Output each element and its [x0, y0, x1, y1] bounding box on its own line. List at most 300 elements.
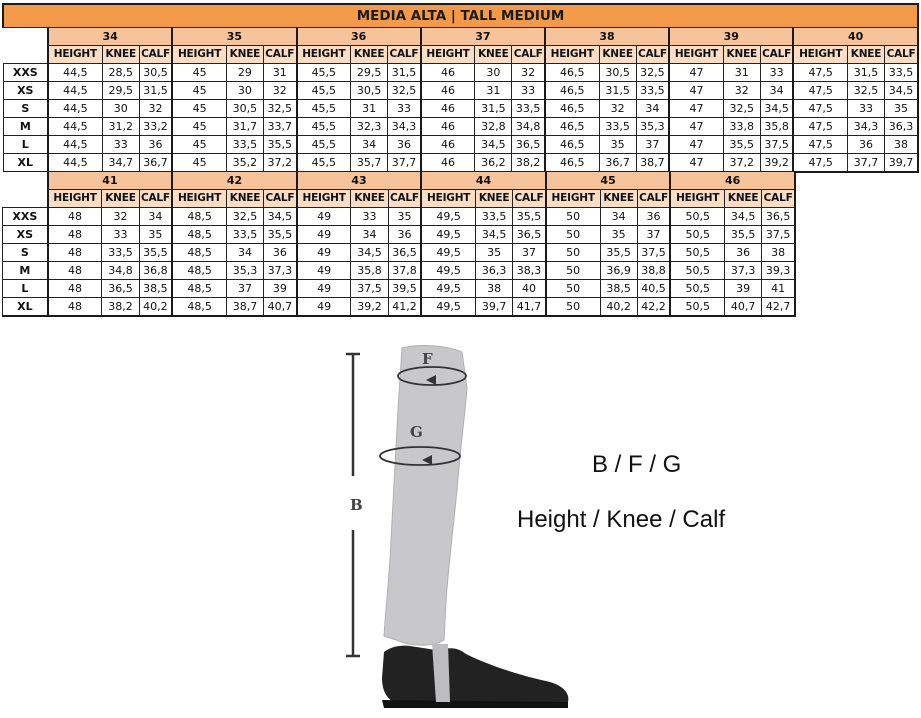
table-cell: 33,8: [723, 118, 760, 136]
table-cell: 45,5: [297, 64, 351, 82]
table-cell: 48,5: [172, 244, 226, 262]
table-cell: 37,7: [388, 154, 421, 173]
knee-measure-label: F: [422, 350, 433, 368]
size-header: 38: [545, 28, 669, 46]
table-cell: 38: [885, 136, 918, 154]
table-cell: 39,2: [760, 154, 793, 173]
table-cell: 46,5: [545, 64, 599, 82]
column-header: CALF: [885, 46, 918, 64]
column-header: KNEE: [226, 46, 263, 64]
table-cell: 32: [102, 208, 139, 226]
table-cell: 35,5: [139, 244, 172, 262]
table-cell: 32,5: [847, 82, 884, 100]
table-cell: 45,5: [297, 154, 351, 173]
table-cell: 33,5: [102, 244, 139, 262]
table-cell: 36,8: [139, 262, 172, 280]
table-cell: 36,7: [139, 154, 172, 173]
table-cell: 48: [48, 226, 102, 244]
table-cell: 32: [512, 64, 545, 82]
table-cell: 35: [388, 208, 421, 226]
column-header: CALF: [388, 46, 421, 64]
table-cell: 31: [263, 64, 296, 82]
column-header: KNEE: [847, 46, 884, 64]
table-cell: 33,2: [139, 118, 172, 136]
row-size-label: M: [3, 262, 48, 280]
table-cell: 35,5: [723, 136, 760, 154]
column-header: HEIGHT: [421, 46, 475, 64]
table-row: [3, 226, 796, 244]
table-cell: 49: [297, 262, 351, 280]
size-header: 41: [48, 172, 173, 190]
table-cell: 48: [48, 262, 102, 280]
table-cell: 47,5: [793, 64, 847, 82]
table-cell: 34: [351, 226, 388, 244]
table-cell: 29: [226, 64, 263, 82]
table-cell: 34,8: [102, 262, 139, 280]
table-cell: 32,5: [226, 208, 263, 226]
table-cell: 32: [723, 82, 760, 100]
table-cell: 30,5: [139, 64, 172, 82]
table-cell: 37: [226, 280, 263, 298]
table-cell: 39: [725, 280, 762, 298]
table-cell: 34,7: [102, 154, 139, 173]
table-row: [3, 208, 796, 226]
chart-title: MEDIA ALTA | TALL MEDIUM: [3, 4, 918, 28]
table-cell: 48: [48, 280, 102, 298]
table-cell: 38,2: [102, 298, 139, 317]
table-cell: 30: [102, 100, 139, 118]
table-cell: 44,5: [48, 82, 102, 100]
row-size-label: XL: [3, 298, 48, 317]
table-cell: 47,5: [793, 100, 847, 118]
table-cell: 46,5: [545, 100, 599, 118]
table-cell: 45: [172, 154, 226, 173]
row-size-label: L: [3, 136, 48, 154]
table-row: [3, 262, 796, 280]
table-cell: 48,5: [172, 208, 226, 226]
table-cell: 34,5: [760, 100, 793, 118]
column-header: CALF: [264, 190, 297, 208]
table-cell: 50: [546, 280, 600, 298]
table-cell: 46: [421, 100, 475, 118]
table-cell: 37,3: [725, 262, 762, 280]
column-header: HEIGHT: [48, 46, 102, 64]
table-cell: 50: [546, 298, 600, 317]
table-cell: 34,3: [847, 118, 884, 136]
table-cell: 50,5: [670, 298, 724, 317]
table-cell: 49,5: [421, 208, 475, 226]
table-cell: 35,3: [226, 262, 263, 280]
table-cell: 33,5: [599, 118, 636, 136]
table-cell: 47,5: [793, 82, 847, 100]
table-cell: 38,7: [636, 154, 669, 173]
table-cell: 36,5: [388, 244, 421, 262]
table-corner: [3, 172, 48, 208]
table-cell: 35,5: [600, 244, 637, 262]
table-cell: 33,5: [476, 208, 513, 226]
height-measure-label: B: [350, 496, 363, 514]
table-cell: 32: [263, 82, 296, 100]
table-cell: 33,5: [226, 226, 263, 244]
column-header: KNEE: [351, 46, 388, 64]
column-header: CALF: [762, 190, 795, 208]
table-cell: 39,3: [762, 262, 795, 280]
table-cell: 33: [512, 82, 545, 100]
table-cell: 50: [546, 226, 600, 244]
table-cell: 45: [172, 100, 226, 118]
table-row: [3, 64, 918, 82]
table-cell: 47: [669, 100, 723, 118]
table-cell: 41,2: [388, 298, 421, 317]
table-cell: 46: [421, 154, 475, 173]
table-row: [3, 244, 796, 262]
table-row: [3, 280, 796, 298]
table-cell: 37,5: [637, 244, 670, 262]
column-header: HEIGHT: [421, 190, 475, 208]
table-cell: 37,2: [723, 154, 760, 173]
column-header: KNEE: [725, 190, 762, 208]
row-size-label: XXS: [3, 64, 48, 82]
table-cell: 46: [421, 118, 475, 136]
table-cell: 31,5: [388, 64, 421, 82]
table-cell: 34,5: [885, 82, 918, 100]
column-header: CALF: [512, 46, 545, 64]
table-cell: 49,5: [421, 262, 475, 280]
column-header: CALF: [760, 46, 793, 64]
table-row: [3, 100, 918, 118]
table-cell: 38,5: [600, 280, 637, 298]
table-cell: 36: [725, 244, 762, 262]
table-cell: 35,5: [263, 136, 296, 154]
column-header: HEIGHT: [670, 190, 724, 208]
table-cell: 44,5: [48, 154, 102, 173]
table-cell: 39,7: [476, 298, 513, 317]
table-cell: 36,3: [885, 118, 918, 136]
size-header: 45: [546, 172, 671, 190]
table-cell: 48: [48, 298, 102, 317]
table-cell: 50,5: [670, 280, 724, 298]
table-cell: 36,7: [599, 154, 636, 173]
column-header: HEIGHT: [545, 46, 599, 64]
table-cell: 33: [760, 64, 793, 82]
table-cell: 37: [636, 136, 669, 154]
table-cell: 36: [637, 208, 670, 226]
table-cell: 40,2: [600, 298, 637, 317]
table-cell: 47: [669, 82, 723, 100]
column-header: KNEE: [599, 46, 636, 64]
row-size-label: XL: [3, 154, 48, 173]
table-cell: 37,8: [388, 262, 421, 280]
table-cell: 49,5: [421, 226, 475, 244]
table-cell: 44,5: [48, 100, 102, 118]
table-cell: 46,5: [545, 82, 599, 100]
size-header: 34: [48, 28, 172, 46]
table-cell: 32,8: [475, 118, 512, 136]
table-cell: 47: [669, 118, 723, 136]
table-cell: 36: [264, 244, 297, 262]
column-header: KNEE: [723, 46, 760, 64]
size-header: 40: [793, 28, 918, 46]
table-cell: 49,5: [421, 280, 475, 298]
table-cell: 35,5: [725, 226, 762, 244]
table-cell: 45,5: [297, 100, 351, 118]
table-cell: 37,5: [762, 226, 795, 244]
table-cell: 34: [139, 208, 172, 226]
table-cell: 29,5: [102, 82, 139, 100]
table-cell: 44,5: [48, 136, 102, 154]
table-cell: 35,8: [760, 118, 793, 136]
table-cell: 37: [637, 226, 670, 244]
table-cell: 30: [226, 82, 263, 100]
column-header: CALF: [139, 46, 172, 64]
table-cell: 35: [885, 100, 918, 118]
table-cell: 45: [172, 82, 226, 100]
table-cell: 47: [669, 154, 723, 173]
table-cell: 45: [172, 136, 226, 154]
table-cell: 50: [546, 262, 600, 280]
table-cell: 33,5: [636, 82, 669, 100]
size-header: 43: [297, 172, 422, 190]
table-cell: 45: [172, 118, 226, 136]
table-cell: 33: [102, 226, 139, 244]
table-cell: 37,5: [760, 136, 793, 154]
table-cell: 35: [476, 244, 513, 262]
table-cell: 36,5: [762, 208, 795, 226]
table-cell: 34: [760, 82, 793, 100]
table-cell: 40,5: [637, 280, 670, 298]
table-cell: 46: [421, 64, 475, 82]
table-cell: 49,5: [421, 244, 475, 262]
size-header: 42: [172, 172, 297, 190]
table-cell: 49: [297, 208, 351, 226]
table-cell: 32,3: [351, 118, 388, 136]
table-cell: 46: [421, 136, 475, 154]
table-cell: 37,5: [351, 280, 388, 298]
table-cell: 31: [351, 100, 388, 118]
table-cell: 33: [351, 208, 388, 226]
table-cell: 48,5: [172, 298, 226, 317]
table-cell: 46,5: [545, 118, 599, 136]
table-cell: 34,5: [264, 208, 297, 226]
column-header: CALF: [388, 190, 421, 208]
table-cell: 40: [513, 280, 546, 298]
column-header: HEIGHT: [297, 190, 351, 208]
table-cell: 36: [388, 136, 421, 154]
row-size-label: XXS: [3, 208, 48, 226]
table-cell: 41,7: [513, 298, 546, 317]
table-cell: 31,5: [599, 82, 636, 100]
title-row: [3, 4, 918, 28]
table-row: [3, 118, 918, 136]
table-cell: 39,2: [351, 298, 388, 317]
table-cell: 36,9: [600, 262, 637, 280]
table-cell: 41: [762, 280, 795, 298]
table-cell: 48: [48, 244, 102, 262]
table-cell: 38: [762, 244, 795, 262]
table-cell: 42,2: [637, 298, 670, 317]
table-cell: 39,5: [388, 280, 421, 298]
table-cell: 29,5: [351, 64, 388, 82]
size-header: 39: [669, 28, 793, 46]
table-cell: 50: [546, 244, 600, 262]
table-cell: 30,5: [226, 100, 263, 118]
table-cell: 45,5: [297, 136, 351, 154]
table-cell: 38,7: [226, 298, 263, 317]
table-cell: 49: [297, 244, 351, 262]
table-cell: 50,5: [670, 244, 724, 262]
table-cell: 28,5: [102, 64, 139, 82]
column-header: HEIGHT: [793, 46, 847, 64]
boot-shoe: [382, 646, 568, 706]
table-cell: 50: [546, 208, 600, 226]
table-cell: 34,5: [475, 136, 512, 154]
table-cell: 48,5: [172, 262, 226, 280]
size-header: 35: [172, 28, 296, 46]
column-header: HEIGHT: [297, 46, 351, 64]
table-cell: 49,5: [421, 298, 475, 317]
table-cell: 34: [351, 136, 388, 154]
table-cell: 38,8: [637, 262, 670, 280]
size-header: 37: [421, 28, 545, 46]
table-cell: 37,2: [263, 154, 296, 173]
column-header: CALF: [513, 190, 546, 208]
table-cell: 50,5: [670, 208, 724, 226]
table-cell: 39,7: [885, 154, 918, 173]
row-size-label: M: [3, 118, 48, 136]
table-cell: 33,5: [512, 100, 545, 118]
table-cell: 46,5: [545, 154, 599, 173]
column-header: KNEE: [475, 46, 512, 64]
table-cell: 33: [847, 100, 884, 118]
size-header-row: [3, 172, 796, 190]
column-header: HEIGHT: [172, 190, 226, 208]
column-header: KNEE: [351, 190, 388, 208]
table-cell: 31,5: [139, 82, 172, 100]
table-cell: 33,7: [263, 118, 296, 136]
chap-shape: [384, 345, 467, 645]
table-cell: 35,7: [351, 154, 388, 173]
table-cell: 47: [669, 64, 723, 82]
table-cell: 33,5: [226, 136, 263, 154]
table-cell: 44,5: [48, 118, 102, 136]
column-header: KNEE: [102, 190, 139, 208]
table-cell: 39: [264, 280, 297, 298]
size-header: 44: [421, 172, 546, 190]
table-row: [3, 82, 918, 100]
table-cell: 48,5: [172, 280, 226, 298]
table-cell: 48: [48, 208, 102, 226]
column-header: KNEE: [600, 190, 637, 208]
table-cell: 34,5: [351, 244, 388, 262]
table-cell: 47: [669, 136, 723, 154]
table-cell: 32,5: [388, 82, 421, 100]
table-cell: 35,2: [226, 154, 263, 173]
table-cell: 31,5: [475, 100, 512, 118]
table-cell: 35: [599, 136, 636, 154]
table-cell: 36: [139, 136, 172, 154]
table-cell: 31: [723, 64, 760, 82]
table-cell: 49: [297, 298, 351, 317]
table-cell: 47,5: [793, 154, 847, 173]
table-cell: 36: [847, 136, 884, 154]
table-cell: 35,3: [636, 118, 669, 136]
table-row: [3, 298, 796, 317]
column-header: KNEE: [476, 190, 513, 208]
column-header: CALF: [637, 190, 670, 208]
table-cell: 36,5: [102, 280, 139, 298]
table-cell: 31,2: [102, 118, 139, 136]
table-cell: 36: [388, 226, 421, 244]
row-size-label: S: [3, 100, 48, 118]
table-cell: 50,5: [670, 262, 724, 280]
size-header: 36: [297, 28, 421, 46]
table-cell: 36,5: [512, 136, 545, 154]
table-cell: 36,3: [476, 262, 513, 280]
table-cell: 46: [421, 82, 475, 100]
table-cell: 35,5: [513, 208, 546, 226]
table-cell: 32,5: [636, 64, 669, 82]
size-chart-table-bottom: [2, 171, 796, 317]
table-cell: 34: [636, 100, 669, 118]
column-header: HEIGHT: [48, 190, 102, 208]
table-cell: 38,5: [139, 280, 172, 298]
table-row: [3, 136, 918, 154]
table-cell: 45: [172, 64, 226, 82]
table-cell: 30,5: [599, 64, 636, 82]
column-header: KNEE: [226, 190, 263, 208]
table-corner: [3, 28, 48, 64]
table-cell: 40,2: [139, 298, 172, 317]
column-header: KNEE: [102, 46, 139, 64]
table-cell: 47,5: [793, 136, 847, 154]
table-cell: 49: [297, 280, 351, 298]
table-cell: 45,5: [297, 82, 351, 100]
table-cell: 38,2: [512, 154, 545, 173]
table-cell: 34,5: [725, 208, 762, 226]
table-cell: 33,5: [885, 64, 918, 82]
column-header: HEIGHT: [172, 46, 226, 64]
table-cell: 32: [599, 100, 636, 118]
table-cell: 32,5: [263, 100, 296, 118]
table-cell: 36,2: [475, 154, 512, 173]
legend-codes: B / F / G: [592, 451, 682, 478]
legend-names: Height / Knee / Calf: [517, 506, 726, 533]
row-size-label: S: [3, 244, 48, 262]
table-cell: 40,7: [264, 298, 297, 317]
table-cell: 40,7: [725, 298, 762, 317]
table-cell: 38,3: [513, 262, 546, 280]
table-row: [3, 154, 918, 173]
column-header-row: [3, 190, 796, 208]
size-chart-table-top: [2, 3, 919, 173]
table-cell: 48,5: [172, 226, 226, 244]
row-size-label: XS: [3, 82, 48, 100]
table-cell: 36,5: [513, 226, 546, 244]
table-cell: 32,5: [723, 100, 760, 118]
table-cell: 30: [475, 64, 512, 82]
table-cell: 37,3: [264, 262, 297, 280]
table-cell: 32: [139, 100, 172, 118]
table-cell: 35,5: [264, 226, 297, 244]
table-cell: 47,5: [793, 118, 847, 136]
table-cell: 44,5: [48, 64, 102, 82]
table-cell: 49: [297, 226, 351, 244]
table-cell: 34,3: [388, 118, 421, 136]
table-cell: 34,8: [512, 118, 545, 136]
table-cell: 34: [226, 244, 263, 262]
row-size-label: XS: [3, 226, 48, 244]
calf-measure-label: G: [410, 423, 423, 441]
